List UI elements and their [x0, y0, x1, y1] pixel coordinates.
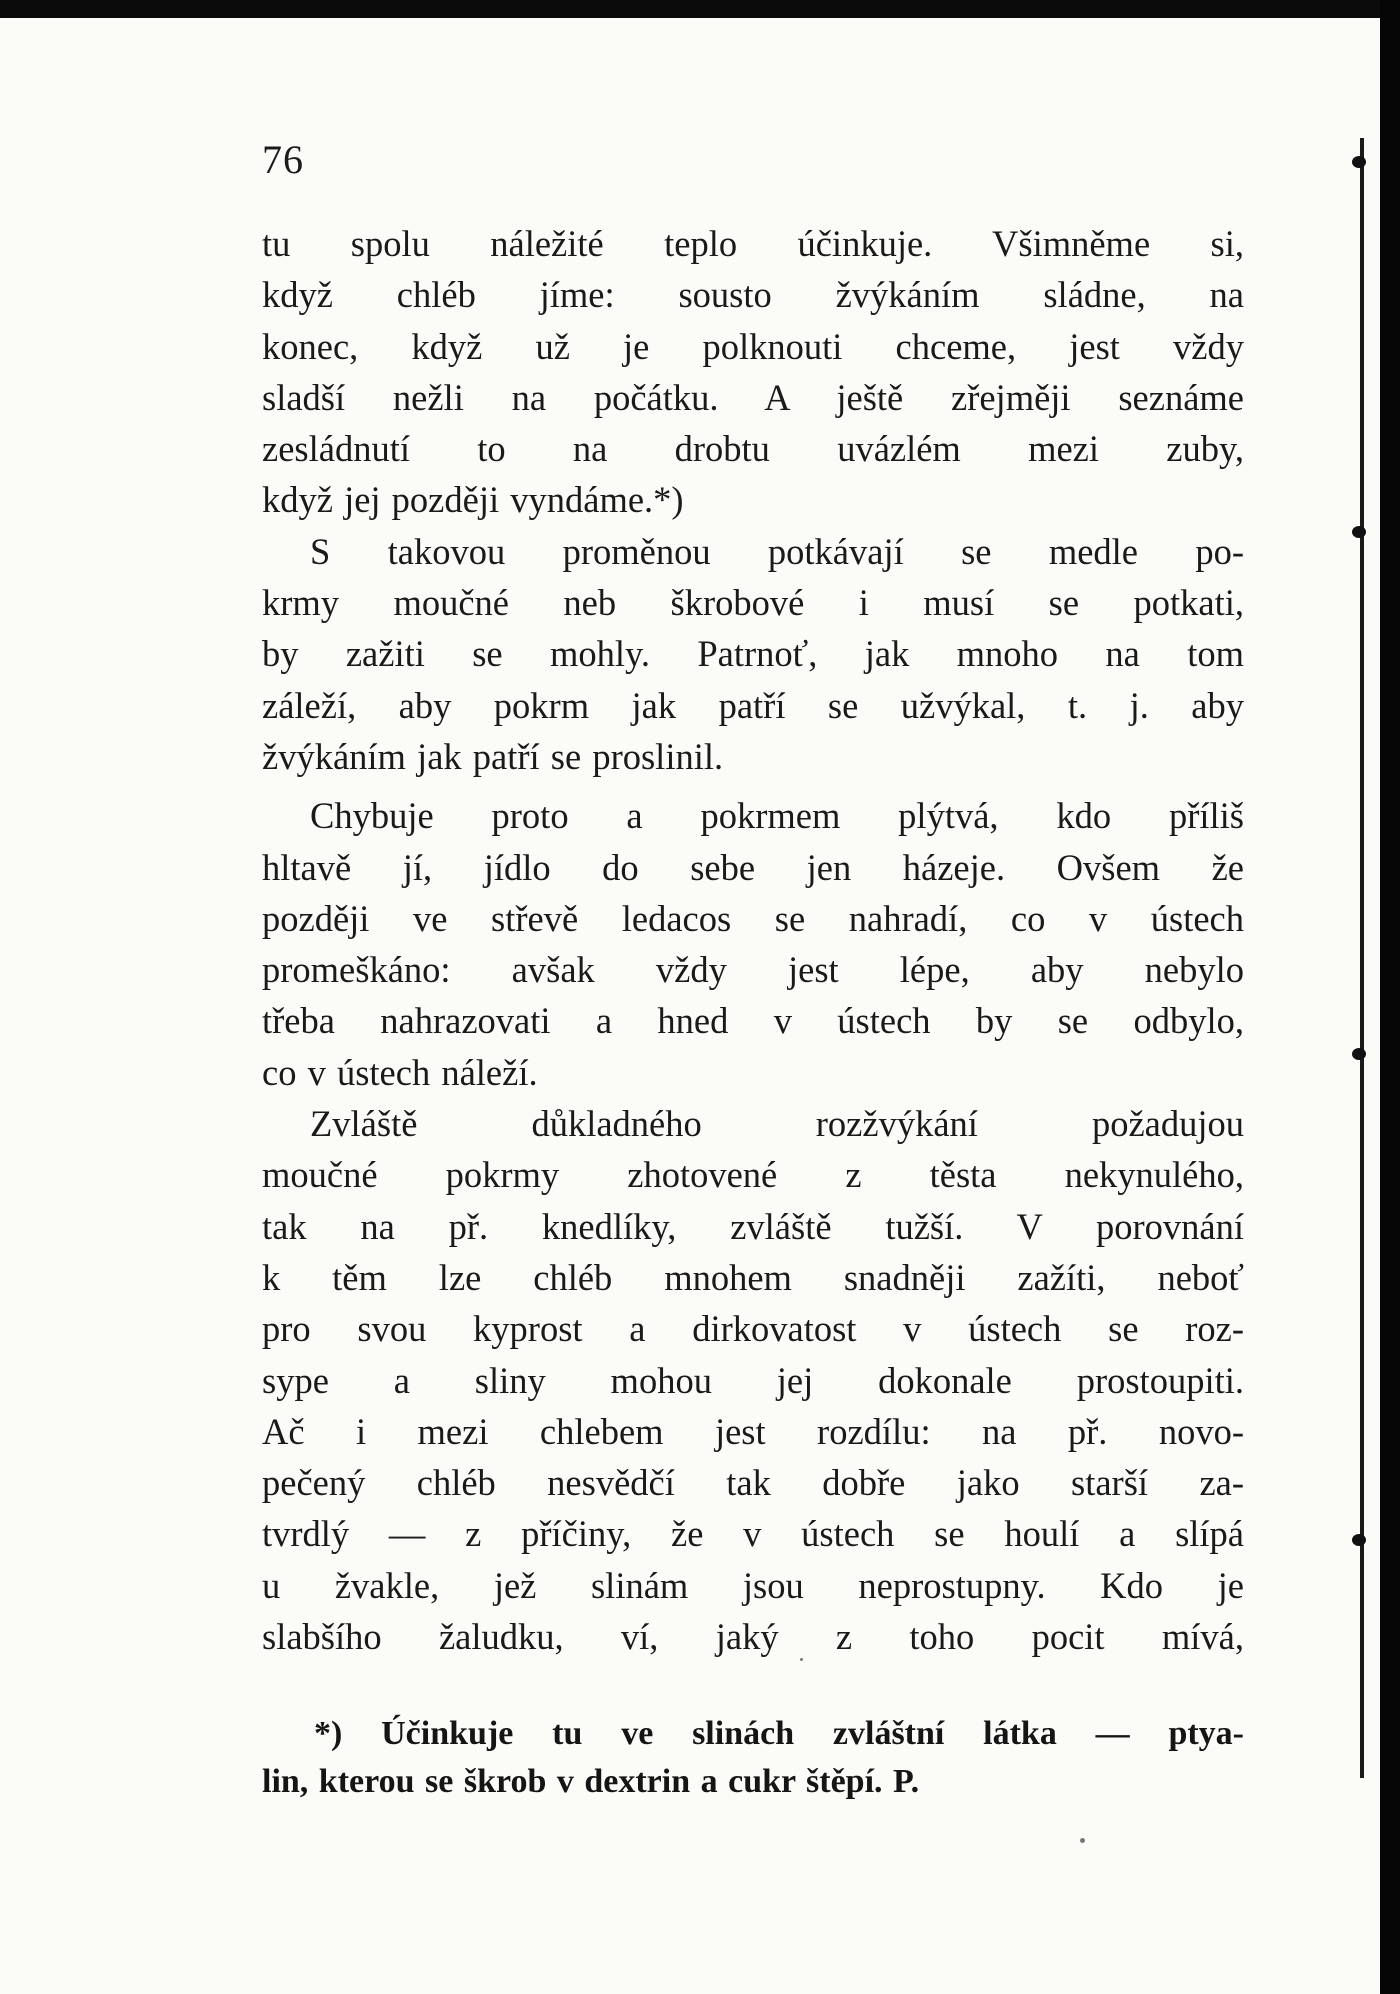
footnote-line: lin, kterou se škrob v dextrin a cukr štěpí. P. — [262, 1763, 920, 1800]
text-line: konec, když už je polknouti chceme, jest vždy — [262, 325, 1244, 367]
text-line: pro svou kyprost a dirkovatost v ústech se roz- — [262, 1308, 1244, 1350]
text-line: když chléb jíme: sousto žvýkáním sládne, na — [262, 274, 1244, 316]
scan-top-edge — [0, 0, 1400, 18]
body-text — [262, 218, 1244, 1662]
text-line: moučné pokrmy zhotovené z těsta nekynulého, — [262, 1154, 1244, 1196]
text-line: slabšího žaludku, ví, jaký z toho pocit mívá, — [262, 1616, 1244, 1658]
footnote — [262, 1710, 1244, 1806]
text-line: co v ústech náleží. — [262, 1051, 538, 1093]
text-line: Zvláště důkladného rozžvýkání požadujou — [310, 1103, 1244, 1145]
text-line: záleží, aby pokrm jak patří se užvýkal, t. j. aby — [262, 684, 1244, 726]
page-number: 76 — [262, 137, 304, 182]
text-line: u žvakle, jež slinám jsou neprostupny. Kdo je — [262, 1564, 1244, 1606]
text-line: pečený chléb nesvědčí tak dobře jako starší za- — [262, 1462, 1244, 1504]
text-line: Ač i mezi chlebem jest rozdílu: na př. novo- — [262, 1410, 1244, 1452]
paragraph — [262, 526, 1244, 782]
binding-tick — [1352, 156, 1366, 168]
text-line: krmy moučné neb škrobové i musí se potkati, — [262, 582, 1244, 624]
footnote-line: *) Účinkuje tu ve slinách zvláštní látka — ptya- — [314, 1715, 1244, 1752]
scan-speck — [800, 1658, 803, 1661]
book-page — [0, 18, 1380, 1994]
text-line: tvrdlý — z příčiny, že v ústech se houlí a slípá — [262, 1513, 1244, 1555]
text-line: žvýkáním jak patří se proslinil. — [262, 735, 724, 777]
text-line: k těm lze chléb mnohem snadněji zažíti, neboť — [262, 1256, 1244, 1298]
text-line: sladší nežli na počátku. A ještě zřejměji seznáme — [262, 376, 1244, 418]
text-line: tu spolu náležité teplo účinkuje. Všimněme si, — [262, 223, 1244, 264]
paragraph — [262, 218, 1244, 526]
text-line: S takovou proměnou potkávají se medle po- — [310, 530, 1244, 572]
binding-edge — [1360, 138, 1364, 1778]
text-line: později ve střevě ledacos se nahradí, co v ústech — [262, 897, 1244, 939]
text-line: třeba nahrazovati a hned v ústech by se odbylo, — [262, 1000, 1244, 1042]
text-line: promeškáno: avšak vždy jest lépe, aby nebylo — [262, 949, 1244, 991]
text-line: tak na př. knedlíky, zvláště tužší. V porovnání — [262, 1205, 1244, 1247]
binding-tick — [1352, 1048, 1366, 1060]
binding-tick — [1352, 1534, 1366, 1546]
text-line: hltavě jí, jídlo do sebe jen házeje. Ovšem že — [262, 846, 1244, 888]
text-line: zesládnutí to na drobtu uvázlém mezi zuby, — [262, 428, 1244, 470]
scan-speck — [1080, 1838, 1085, 1843]
text-line: Chybuje proto a pokrmem plýtvá, kdo příliš — [310, 795, 1244, 837]
paragraph — [262, 1098, 1244, 1662]
binding-tick — [1352, 526, 1366, 538]
text-line: když jej později vyndáme.*) — [262, 479, 684, 521]
scan-right-edge — [1380, 0, 1400, 1994]
paragraph — [262, 790, 1244, 1098]
text-line: sype a sliny mohou jej dokonale prostoupiti. — [262, 1359, 1244, 1401]
text-line: by zažiti se mohly. Patrnoť, jak mnoho na tom — [262, 633, 1244, 675]
